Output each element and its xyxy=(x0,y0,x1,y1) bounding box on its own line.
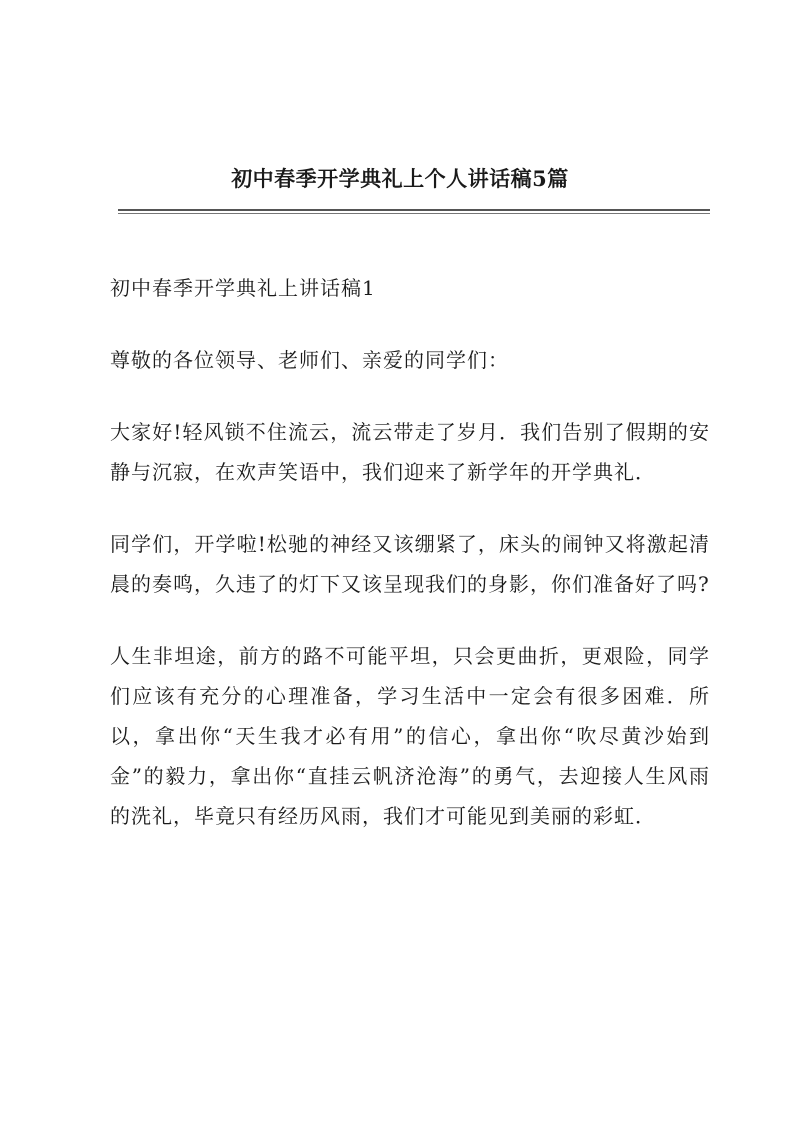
body-paragraph: 同学们，开学啦!松驰的神经又该绷紧了，床头的闹钟又将激起清晨的奏鸣，久违了的灯下又该呈现我们的身影，你们准备好了吗? xyxy=(110,532,710,596)
body-paragraph: 人生非坦途，前方的路不可能平坦，只会更曲折，更艰险，同学们应该有充分的心理准备，学习生活中一定会有很多困难．所以，拿出你“天生我才必有用”的信心，拿出你“吹尽黄沙始到金”的毅力，拿出你“直挂云帆济沧海”的勇气，去迎接人生风雨的洗礼，毕竟只有经历风雨，我们才可能见到美丽的彩虹． xyxy=(110,644,710,828)
document-title: 初中春季开学典礼上个人讲话稿5篇 xyxy=(231,166,569,191)
section-title: 初中春季开学典礼上讲话稿1 xyxy=(110,276,376,300)
salutation-paragraph: 尊敬的各位领导、老师们、亲爱的同学们： xyxy=(110,348,509,372)
document-body xyxy=(110,268,710,868)
title-divider-thin xyxy=(118,213,710,214)
title-divider xyxy=(118,209,710,211)
body-paragraph: 大家好!轻风锁不住流云，流云带走了岁月．我们告别了假期的安静与沉寂，在欢声笑语中，我们迎来了新学年的开学典礼． xyxy=(110,420,710,484)
